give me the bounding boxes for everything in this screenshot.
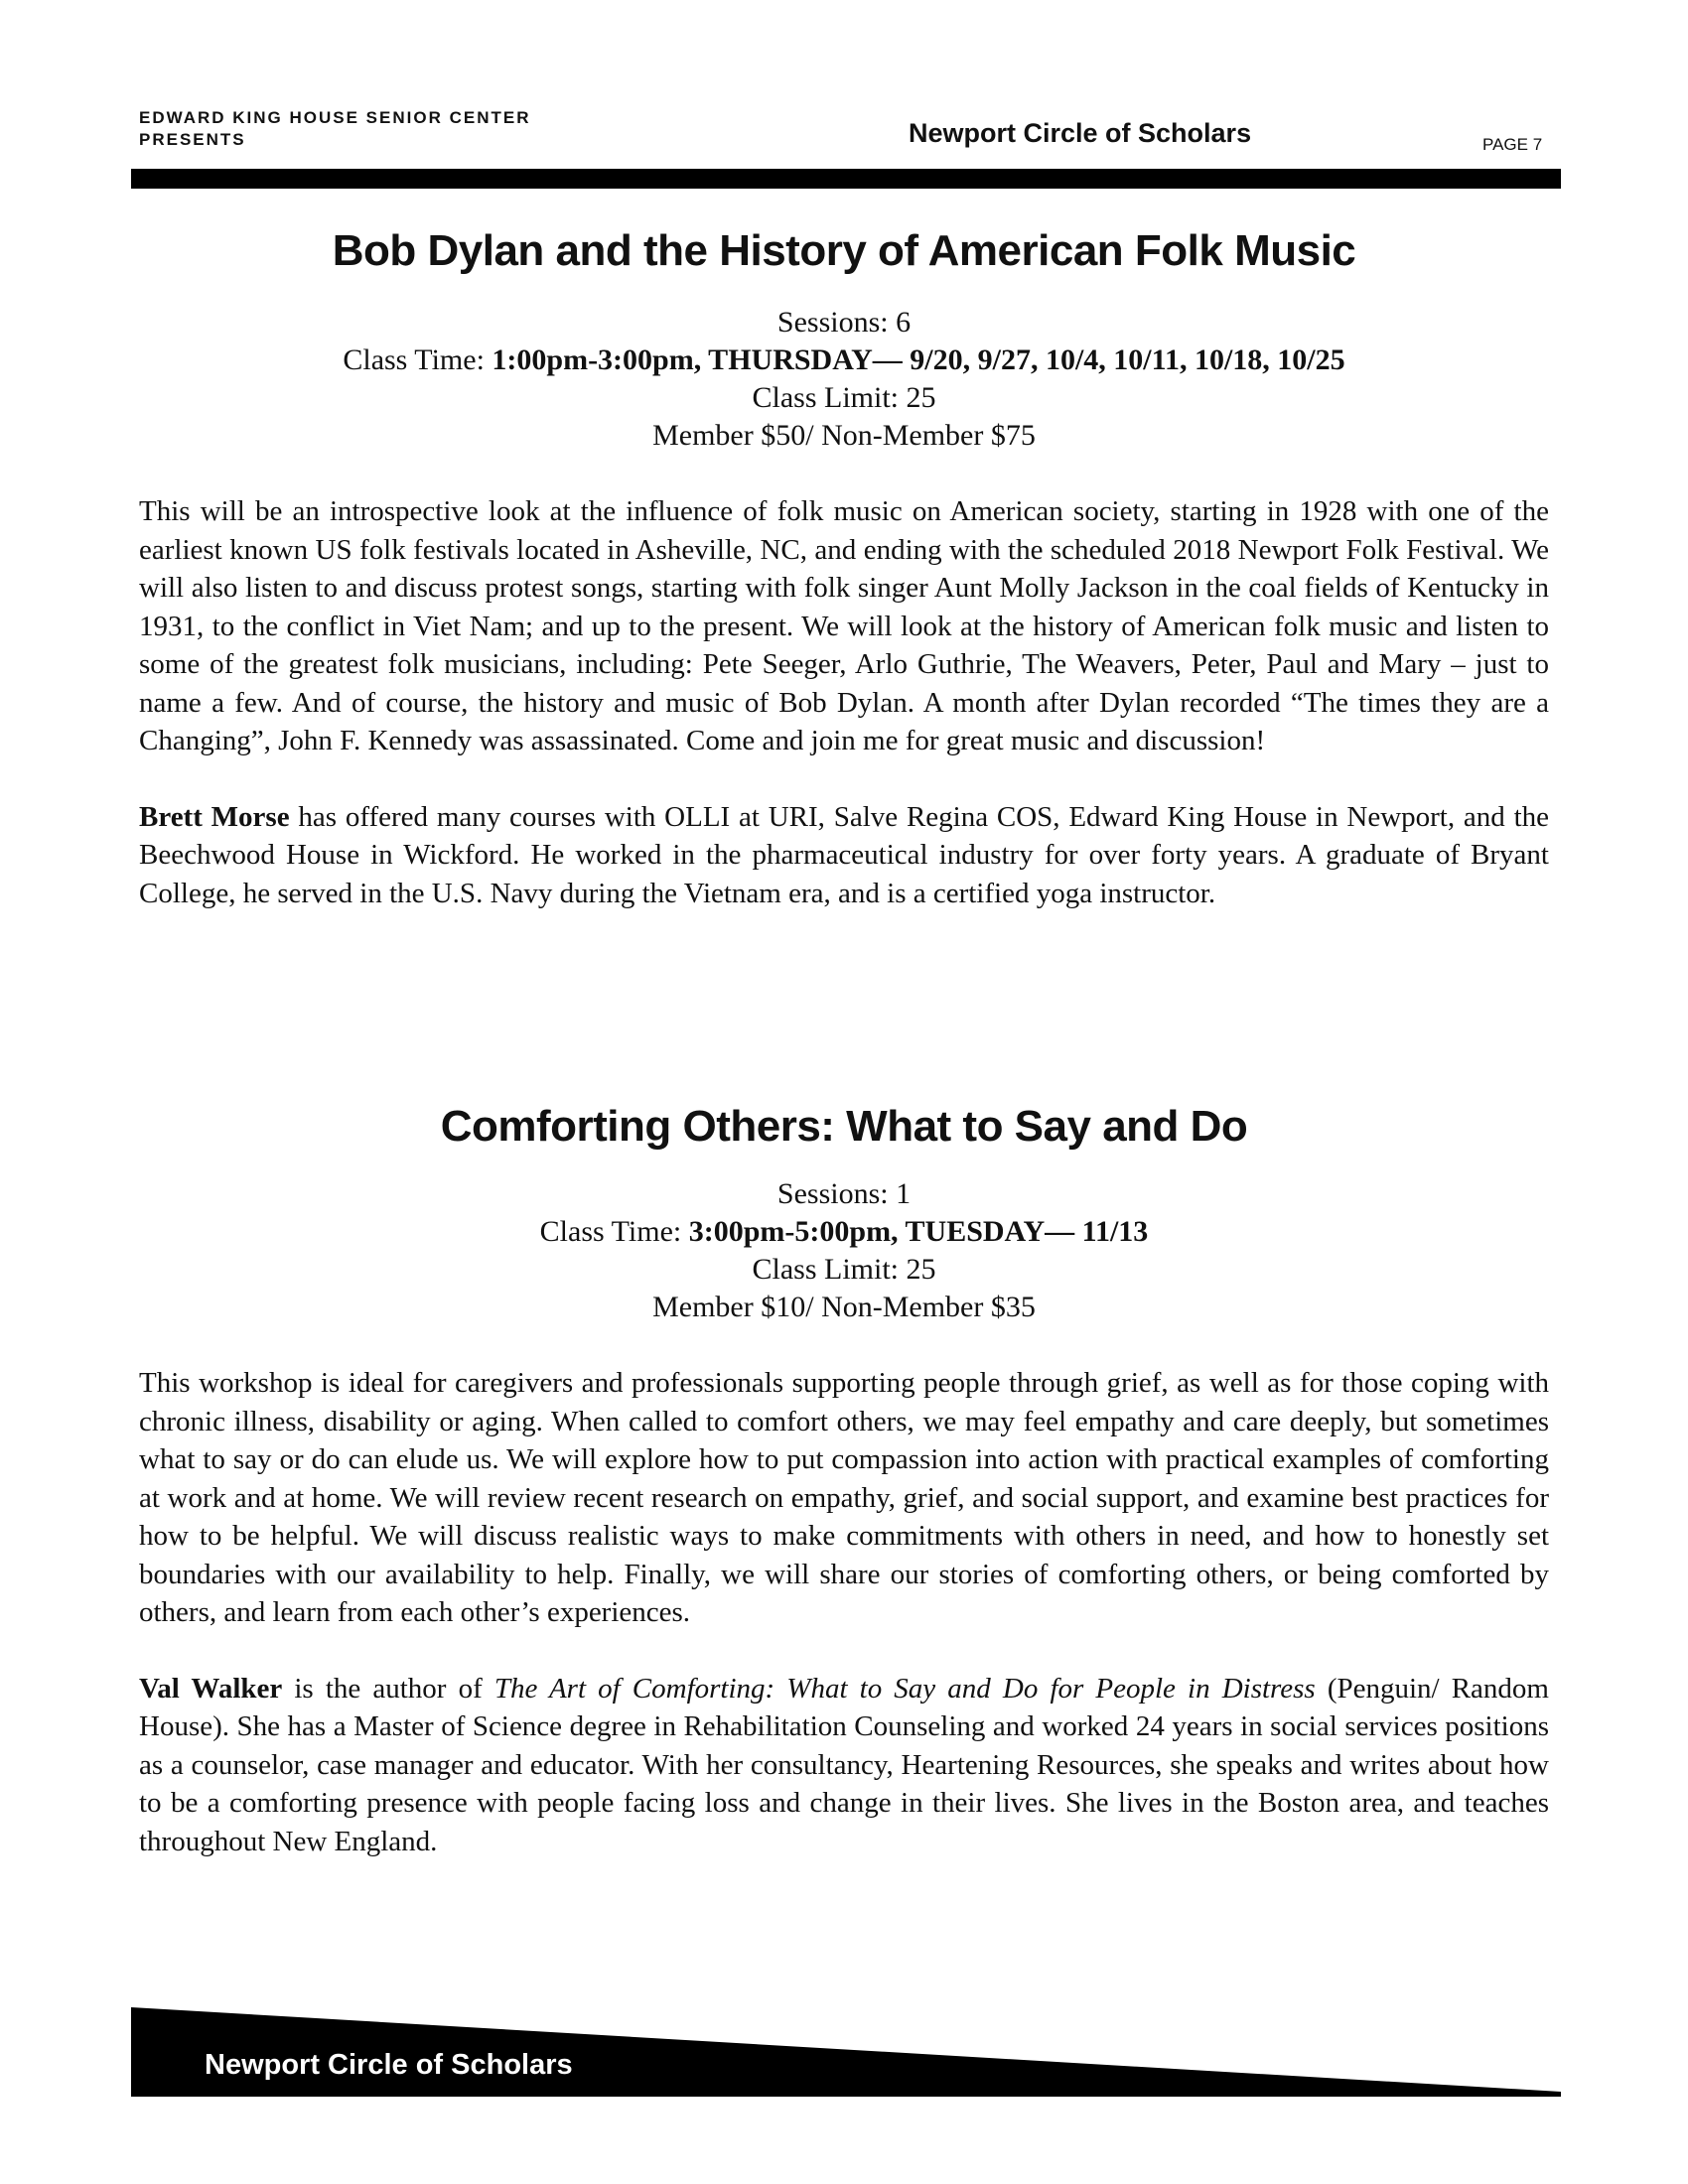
header-title: Newport Circle of Scholars xyxy=(909,118,1252,148)
course-2-class-limit: Class Limit: 25 xyxy=(752,1253,936,1286)
course-2-sessions: Sessions: 1 xyxy=(776,1177,912,1210)
header-divider xyxy=(131,169,1561,189)
bio-text-part-1: is the author of xyxy=(282,1672,494,1705)
course-2-title: Comforting Others: What to Say and Do xyxy=(440,1102,1248,1151)
organization-name: EDWARD KING HOUSE SENIOR CENTER xyxy=(139,108,531,127)
footer-title: Newport Circle of Scholars xyxy=(205,2049,573,2081)
course-1-price: Member $50/ Non-Member $75 xyxy=(652,419,1036,452)
course-1-info xyxy=(139,304,1549,455)
instructor-name: Brett Morse xyxy=(139,800,290,833)
bio-text-part-2: (Penguin/ Random House). She has a Master of Science degree in Rehabilitation Counseling and worked 24 years in social services positions as a counselor, case manager and educator. With her consultancy, Heartening Resources, she speaks and writes about how to be a comforting presence with people facing loss and change in their lives. She lives in the Boston area, and teaches throughout New England. xyxy=(139,1672,1549,1857)
course-2-class-time xyxy=(139,1213,1549,1251)
course-1-description: This will be an introspective look at the influence of folk music on American society, starting in 1928 with one of the earliest known US folk festivals located in Asheville, NC, and ending with the scheduled 2018 Newport Folk Festival. We will also listen to and discuss protest songs, starting with folk singer Aunt Molly Jackson in the coal fields of Kentucky in 1931, to the conflict in Viet Nam; and up to the present. We will look at the history of American folk music and listen to some of the greatest folk musicians, including: Pete Seeger, Arlo Guthrie, The Weavers, Peter, Paul and Mary – just to name a few. And of course, the history and music of Bob Dylan. A month after Dylan recorded “The times they are a Changing”, John F. Kennedy was assassinated. Come and join me for great music and discussion! xyxy=(139,495,1549,756)
class-time-label: Class Time: xyxy=(539,1215,682,1248)
page-number: PAGE 7 xyxy=(1482,135,1543,154)
course-1-class-limit: Class Limit: 25 xyxy=(752,381,936,414)
book-title: The Art of Comforting: What to Say and Do for People in Distress xyxy=(493,1672,1316,1705)
course-2-price: Member $10/ Non-Member $35 xyxy=(652,1291,1036,1323)
course-1-sessions: Sessions: 6 xyxy=(776,306,912,339)
instructor-name: Val Walker xyxy=(139,1672,283,1705)
organization-header xyxy=(139,107,530,151)
course-2-instructor-bio xyxy=(139,1670,1549,1861)
class-time-value: 1:00pm-3:00pm, THURSDAY— 9/20, 9/27, 10/4, 10/11, 10/18, 10/25 xyxy=(492,343,1345,376)
course-2-section xyxy=(139,1102,1549,1860)
course-2-description: This workshop is ideal for caregivers and professionals supporting people through grief, as well as for those coping with chronic illness, disability or aging. When called to comfort others, we may feel empathy and care deeply, but sometimes what to say or do can elude us. We will explore how to put compassion into action with practical examples of comforting at work and at home. We will review recent research on empathy, grief, and social support, and examine best practices for how to be helpful. We will discuss realistic ways to make commitments with others in need, and how to honestly set boundaries with our availability to help. Finally, we will share our stories of comforting others, or being comforted by others, and learn from each other’s experiences. xyxy=(139,1367,1549,1628)
class-time-value: 3:00pm-5:00pm, TUESDAY— 11/13 xyxy=(688,1215,1149,1248)
class-time-label: Class Time: xyxy=(343,343,485,376)
course-1-class-time xyxy=(139,341,1549,379)
presents-label: PRESENTS xyxy=(139,130,246,149)
course-1-title: Bob Dylan and the History of American Folk Music xyxy=(332,226,1356,275)
course-2-info xyxy=(139,1175,1549,1326)
course-1-instructor-bio xyxy=(139,798,1549,913)
course-1-section xyxy=(139,226,1549,912)
instructor-bio-text: has offered many courses with OLLI at URI, Salve Regina COS, Edward King House in Newport, and the Beechwood House in Wickford. He worked in the pharmaceutical industry for over forty years. A graduate of Bryant College, he served in the U.S. Navy during the Vietnam era, and is a certified yoga instructor. xyxy=(139,800,1549,909)
